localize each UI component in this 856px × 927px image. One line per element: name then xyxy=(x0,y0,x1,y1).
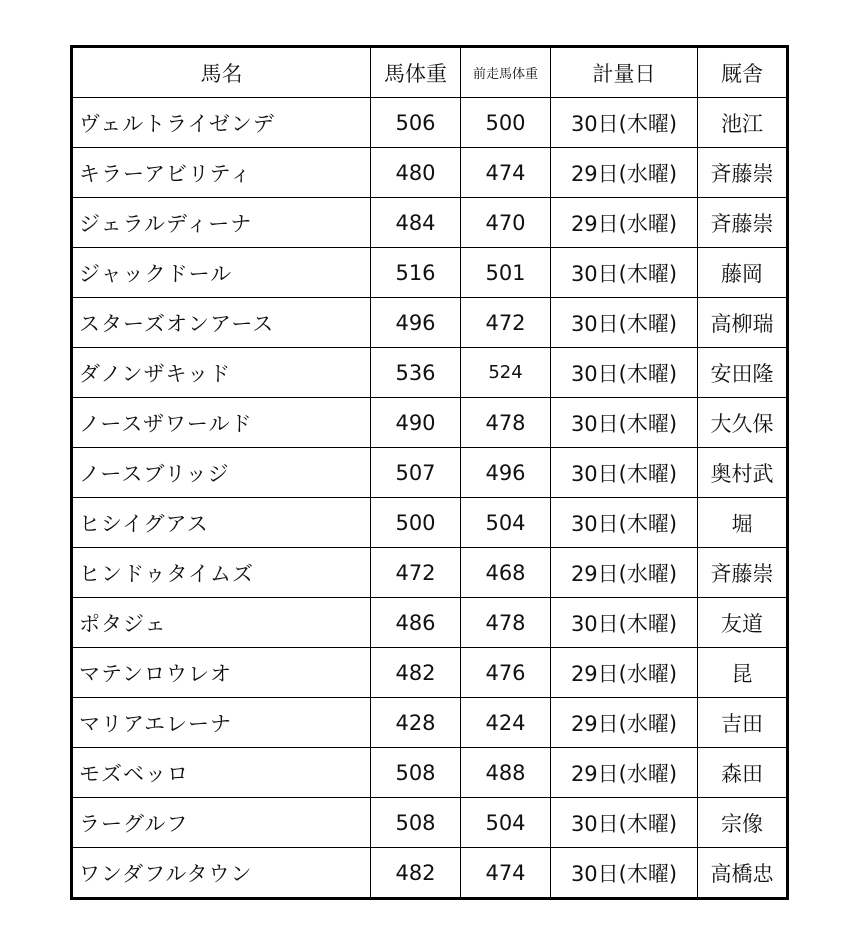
header-stable: 厩舎 xyxy=(698,47,788,98)
previous-weight-cell: 470 xyxy=(461,198,551,248)
weight-cell: 536 xyxy=(371,348,461,398)
stable-cell: 吉田 xyxy=(698,698,788,748)
weigh-day-cell: 29日(水曜) xyxy=(551,648,698,698)
previous-weight-cell: 424 xyxy=(461,698,551,748)
previous-weight-cell: 468 xyxy=(461,548,551,598)
weigh-day-cell: 29日(水曜) xyxy=(551,548,698,598)
previous-weight-cell: 478 xyxy=(461,398,551,448)
stable-cell: 高橋忠 xyxy=(698,848,788,899)
weigh-day-cell: 30日(木曜) xyxy=(551,498,698,548)
header-horse-name: 馬名 xyxy=(72,47,371,98)
stable-cell: 安田隆 xyxy=(698,348,788,398)
table-row xyxy=(72,848,788,899)
weight-cell: 490 xyxy=(371,398,461,448)
table-row xyxy=(72,398,788,448)
horse-weight-table xyxy=(70,45,789,900)
horse-name-cell: マリアエレーナ xyxy=(72,698,371,748)
weight-cell: 486 xyxy=(371,598,461,648)
stable-cell: 斉藤崇 xyxy=(698,148,788,198)
stable-cell: 森田 xyxy=(698,748,788,798)
weight-cell: 508 xyxy=(371,748,461,798)
table-row xyxy=(72,548,788,598)
stable-cell: 堀 xyxy=(698,498,788,548)
table-row xyxy=(72,98,788,148)
weigh-day-cell: 29日(水曜) xyxy=(551,148,698,198)
table-row xyxy=(72,498,788,548)
weight-cell: 482 xyxy=(371,848,461,899)
weight-cell: 507 xyxy=(371,448,461,498)
horse-name-cell: モズベッロ xyxy=(72,748,371,798)
stable-cell: 大久保 xyxy=(698,398,788,448)
table-row xyxy=(72,798,788,848)
previous-weight-cell: 500 xyxy=(461,98,551,148)
stable-cell: 藤岡 xyxy=(698,248,788,298)
horse-name-cell: ラーグルフ xyxy=(72,798,371,848)
table-row xyxy=(72,648,788,698)
weight-cell: 500 xyxy=(371,498,461,548)
horse-name-cell: ジャックドール xyxy=(72,248,371,298)
weigh-day-cell: 29日(水曜) xyxy=(551,698,698,748)
stable-cell: 池江 xyxy=(698,98,788,148)
horse-name-cell: ノースザワールド xyxy=(72,398,371,448)
horse-name-cell: ジェラルディーナ xyxy=(72,198,371,248)
weigh-day-cell: 30日(木曜) xyxy=(551,598,698,648)
weight-cell: 482 xyxy=(371,648,461,698)
previous-weight-cell: 478 xyxy=(461,598,551,648)
weight-cell: 480 xyxy=(371,148,461,198)
table-row xyxy=(72,448,788,498)
weigh-day-cell: 30日(木曜) xyxy=(551,398,698,448)
horse-name-cell: ノースブリッジ xyxy=(72,448,371,498)
table-row xyxy=(72,598,788,648)
table-row xyxy=(72,148,788,198)
previous-weight-cell: 474 xyxy=(461,848,551,899)
stable-cell: 宗像 xyxy=(698,798,788,848)
stable-cell: 友道 xyxy=(698,598,788,648)
weight-cell: 508 xyxy=(371,798,461,848)
horse-name-cell: ヒシイグアス xyxy=(72,498,371,548)
table-row xyxy=(72,698,788,748)
weigh-day-cell: 30日(木曜) xyxy=(551,848,698,899)
weight-cell: 472 xyxy=(371,548,461,598)
horse-name-cell: ヒンドゥタイムズ xyxy=(72,548,371,598)
header-weight: 馬体重 xyxy=(371,47,461,98)
previous-weight-cell: 496 xyxy=(461,448,551,498)
stable-cell: 昆 xyxy=(698,648,788,698)
weight-cell: 496 xyxy=(371,298,461,348)
weigh-day-cell: 29日(水曜) xyxy=(551,198,698,248)
table-row xyxy=(72,748,788,798)
weight-cell: 516 xyxy=(371,248,461,298)
weigh-day-cell: 30日(木曜) xyxy=(551,98,698,148)
weight-cell: 428 xyxy=(371,698,461,748)
weight-cell: 506 xyxy=(371,98,461,148)
header-previous-weight: 前走馬体重 xyxy=(461,47,551,98)
horse-name-cell: ワンダフルタウン xyxy=(72,848,371,899)
horse-name-cell: ヴェルトライゼンデ xyxy=(72,98,371,148)
weigh-day-cell: 30日(木曜) xyxy=(551,448,698,498)
table-row xyxy=(72,198,788,248)
previous-weight-cell: 476 xyxy=(461,648,551,698)
weigh-day-cell: 29日(水曜) xyxy=(551,748,698,798)
weight-cell: 484 xyxy=(371,198,461,248)
horse-name-cell: スターズオンアース xyxy=(72,298,371,348)
previous-weight-cell: 504 xyxy=(461,798,551,848)
weigh-day-cell: 30日(木曜) xyxy=(551,798,698,848)
stable-cell: 斉藤崇 xyxy=(698,548,788,598)
horse-name-cell: ポタジェ xyxy=(72,598,371,648)
weigh-day-cell: 30日(木曜) xyxy=(551,298,698,348)
horse-name-cell: マテンロウレオ xyxy=(72,648,371,698)
stable-cell: 高柳瑞 xyxy=(698,298,788,348)
previous-weight-cell: 474 xyxy=(461,148,551,198)
table-row xyxy=(72,248,788,298)
header-weigh-day: 計量日 xyxy=(551,47,698,98)
horse-name-cell: キラーアビリティ xyxy=(72,148,371,198)
previous-weight-cell: 501 xyxy=(461,248,551,298)
previous-weight-cell: 524 xyxy=(461,348,551,398)
stable-cell: 斉藤崇 xyxy=(698,198,788,248)
stable-cell: 奥村武 xyxy=(698,448,788,498)
table-row xyxy=(72,298,788,348)
previous-weight-cell: 472 xyxy=(461,298,551,348)
previous-weight-cell: 504 xyxy=(461,498,551,548)
table-row xyxy=(72,348,788,398)
weigh-day-cell: 30日(木曜) xyxy=(551,348,698,398)
header-row xyxy=(72,47,788,98)
previous-weight-cell: 488 xyxy=(461,748,551,798)
weigh-day-cell: 30日(木曜) xyxy=(551,248,698,298)
horse-name-cell: ダノンザキッド xyxy=(72,348,371,398)
